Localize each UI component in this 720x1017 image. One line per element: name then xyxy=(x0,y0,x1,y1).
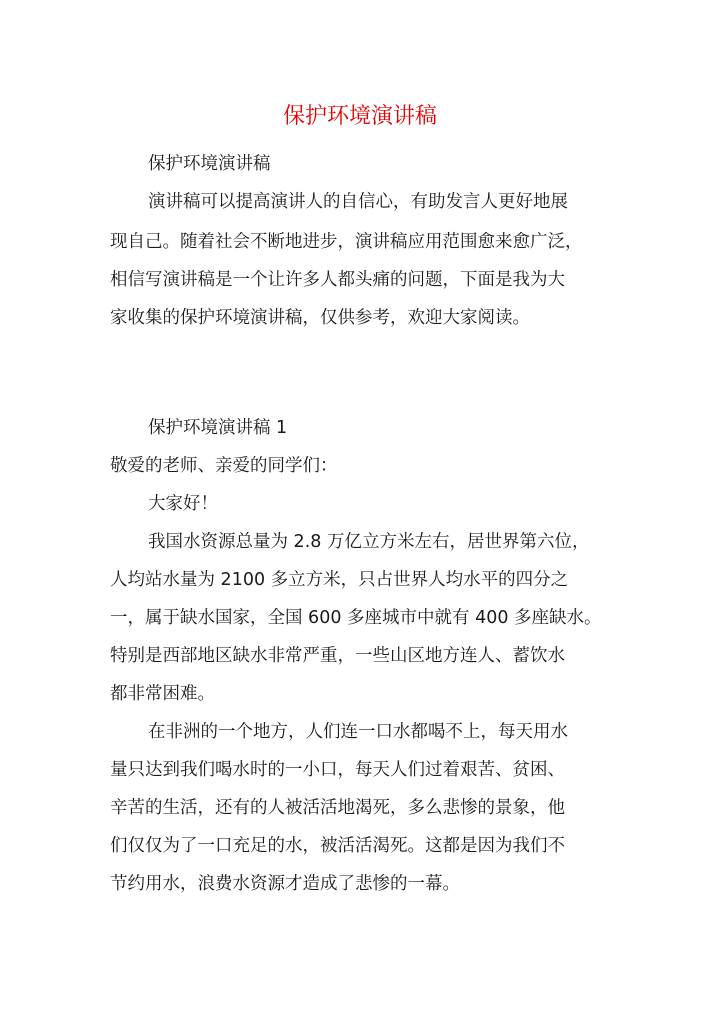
paragraph-line: 在非洲的一个地方，人们连一口水都喝不上，每天用水 xyxy=(148,722,568,742)
paragraph-line: 特别是西部地区缺水非常严重，一些山区地方连人、蓄饮水 xyxy=(110,646,565,666)
paragraph-line: 一，属于缺水国家，全国 600 多座城市中就有 400 多座缺水。 xyxy=(110,608,602,628)
document-title: 保护环境演讲稿 xyxy=(282,104,437,129)
paragraph-line: 人均站水量为 2100 多立方米，只占世界人均水平的四分之 xyxy=(110,570,569,590)
paragraph-line: 量只达到我们喝水时的一小口，每天人们过着艰苦、贫困、 xyxy=(110,760,565,780)
intro-line: 相信写演讲稿是一个让许多人都头痛的问题，下面是我为大 xyxy=(110,270,565,290)
paragraph-line: 节约用水，浪费水资源才造成了悲惨的一幕。 xyxy=(110,874,460,894)
paragraph-line: 我国水资源总量为 2.8 万亿立方米左右，居世界第六位， xyxy=(148,532,590,552)
intro-line: 家收集的保护环境演讲稿，仅供参考，欢迎大家阅读。 xyxy=(110,308,530,328)
paragraph-line: 辛苦的生活，还有的人被活活地渴死，多么悲惨的景象，他 xyxy=(110,798,565,818)
salutation: 敬爱的老师、亲爱的同学们： xyxy=(110,456,338,476)
greeting: 大家好！ xyxy=(148,494,218,514)
intro-line: 现自己。随着社会不断地进步，演讲稿应用范围愈来愈广泛， xyxy=(110,232,583,252)
paragraph-line: 们仅仅为了一口充足的水，被活活渴死。这都是因为我们不 xyxy=(110,836,565,856)
intro-subtitle: 保护环境演讲稿 xyxy=(148,154,271,174)
paragraph-line: 都非常困难。 xyxy=(110,684,215,704)
section-heading: 保护环境演讲稿 1 xyxy=(148,418,288,438)
intro-line: 演讲稿可以提高演讲人的自信心，有助发言人更好地展 xyxy=(148,192,568,212)
